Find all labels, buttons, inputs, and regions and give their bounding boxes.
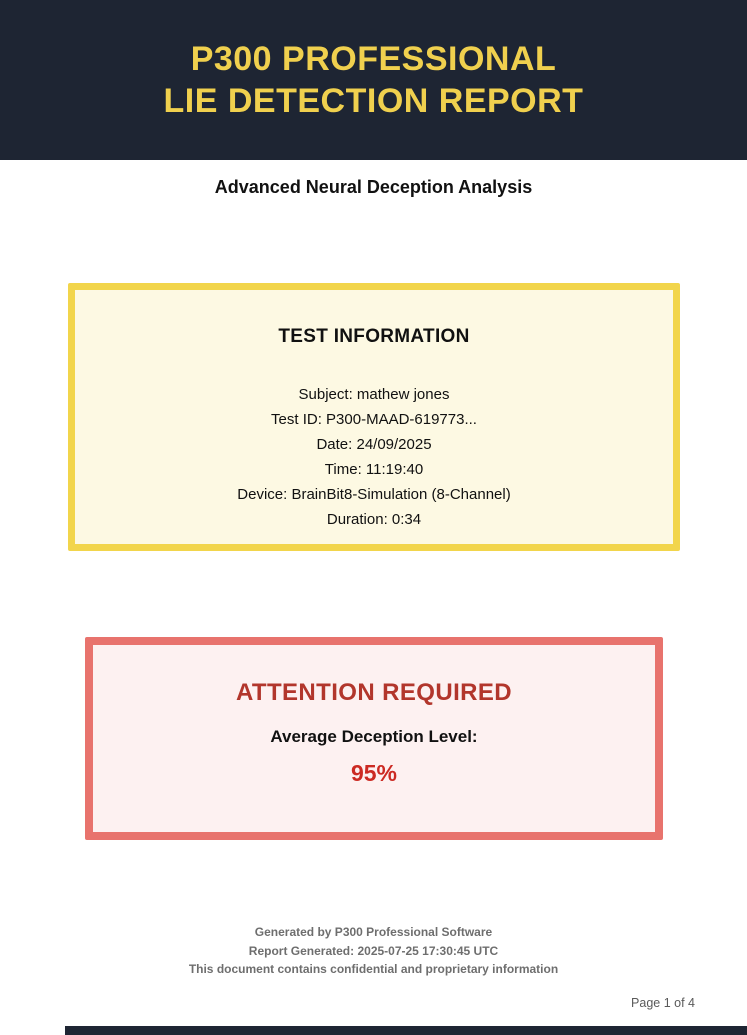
attention-title: ATTENTION REQUIRED	[235, 679, 513, 706]
test-info-field-date: Date: 24/09/2025	[316, 436, 432, 453]
test-info-field-device: Device: BrainBit8-Simulation (8-Channel)	[237, 486, 511, 503]
test-info-fields	[75, 382, 673, 532]
test-info-box	[68, 283, 680, 551]
report-footer	[0, 923, 747, 979]
footer-report-generated: Report Generated: 2025-07-25 17:30:45 UTC	[248, 943, 499, 958]
report-header	[0, 0, 747, 160]
test-info-field-test-id: Test ID: P300-MAAD-619773...	[271, 411, 477, 428]
footer-confidentiality-notice: This document contains confidential and proprietary information	[188, 962, 559, 976]
report-title-line1: P300 PROFESSIONAL	[190, 40, 557, 78]
next-page-edge	[65, 1026, 747, 1035]
report-subtitle: Advanced Neural Deception Analysis	[214, 177, 533, 197]
deception-level-label: Average Deception Level:	[270, 727, 478, 746]
test-info-field-time: Time: 11:19:40	[324, 461, 424, 478]
attention-box	[85, 637, 663, 840]
test-info-title: TEST INFORMATION	[278, 326, 470, 347]
page-indicator: Page 1 of 4	[631, 996, 695, 1010]
test-info-field-duration: Duration: 0:34	[326, 511, 422, 528]
report-title-line2: LIE DETECTION REPORT	[163, 82, 584, 120]
footer-generated-by: Generated by P300 Professional Software	[254, 925, 493, 939]
test-info-field-subject: Subject: mathew jones	[298, 386, 450, 403]
deception-level-value: 95%	[350, 760, 398, 786]
